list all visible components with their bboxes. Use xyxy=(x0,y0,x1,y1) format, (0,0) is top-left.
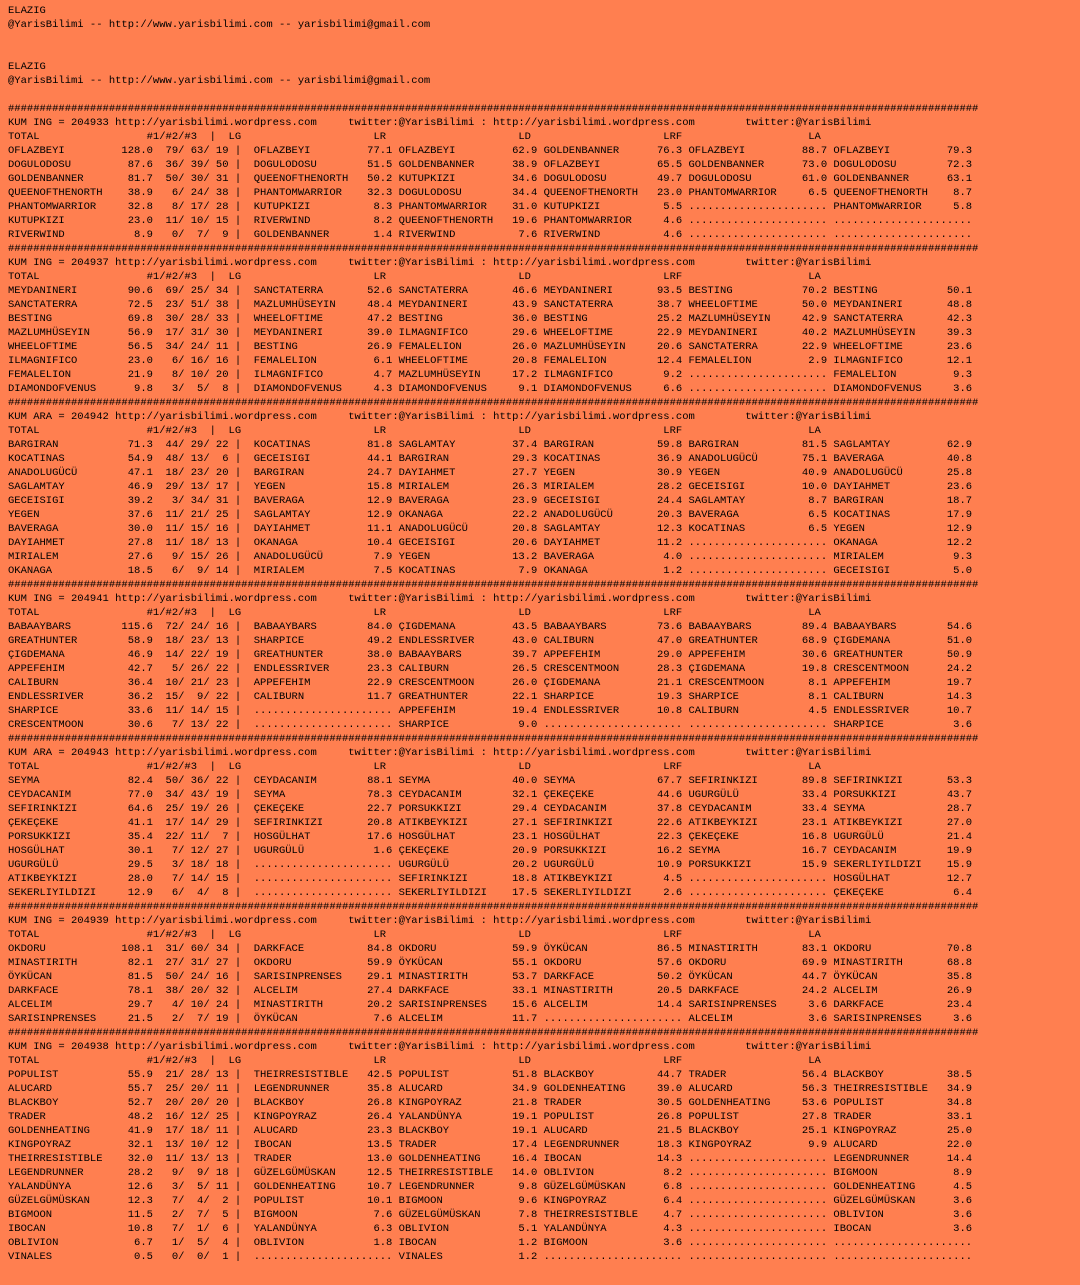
table-row: BIGMOON 11.5 2/ 7/ 5 | BIGMOON 7.6 GÜZELGÜMÜSKAN 7.8 THEIRRESISTIBLE 4.7 ...................... OBLIVION 3.6 xyxy=(8,1209,973,1221)
race-column-headers: TOTAL #1/#2/#3 | LG LR LD LRF LA xyxy=(8,761,821,773)
table-row: UGURGÜLÜ 29.5 3/ 18/ 18 | ...................... UGURGÜLÜ 20.2 UGURGÜLÜ 10.9 PORSUKKIZI 15.9 SEKERLIYILDIZI 15.9 xyxy=(8,859,973,871)
table-row: CALIBURN 36.4 10/ 21/ 23 | APPEFEHIM 22.9 CRESCENTMOON 26.0 ÇIGDEMANA 21.1 CRESCENTMOON 8.1 APPEFEHIM 19.7 xyxy=(8,677,973,689)
blank-line xyxy=(8,46,1080,60)
table-row: ÖYKÜCAN 81.5 50/ 24/ 16 | SARISINPRENSES 29.1 MINASTIRITH 53.7 DARKFACE 50.2 ÖYKÜCAN 44.7 ÖYKÜCAN 35.8 xyxy=(8,971,973,983)
table-row: GECEISIGI 39.2 3/ 34/ 31 | BAVERAGA 12.9 BAVERAGA 23.9 GECEISIGI 24.4 SAGLAMTAY 8.7 BARGIRAN 18.7 xyxy=(8,495,973,507)
blank-line xyxy=(8,88,1080,102)
table-row: DARKFACE 78.1 38/ 20/ 32 | ALCELIM 27.4 DARKFACE 33.1 MINASTIRITH 20.5 DARKFACE 24.2 ALCELIM 26.9 xyxy=(8,985,973,997)
table-row: QUEENOFTHENORTH 38.9 6/ 24/ 38 | PHANTOMWARRIOR 32.3 DOGULODOSU 34.4 QUEENOFTHENORTH 23.0 PHANTOMWARRIOR 6.5 QUEENOFTHENORTH 8.7 xyxy=(8,187,973,199)
race-column-headers: TOTAL #1/#2/#3 | LG LR LD LRF LA xyxy=(8,271,821,283)
race-title: KUM ARA = 204942 http://yarisbilimi.wordpress.com twitter:@YarisBilimi : http://yarisbilimi.wordpress.com twitter:@YarisBilimi xyxy=(8,411,872,423)
race-column-headers: TOTAL #1/#2/#3 | LG LR LD LRF LA xyxy=(8,1055,821,1067)
table-row: THEIRRESISTIBLE 32.0 11/ 13/ 13 | TRADER 13.0 GOLDENHEATING 16.4 IBOCAN 14.3 ...................... LEGENDRUNNER 14.4 xyxy=(8,1153,973,1165)
separator-line: ########################################################################################################################################################## xyxy=(8,397,979,409)
separator-line: ########################################################################################################################################################## xyxy=(8,1027,979,1039)
table-row: CRESCENTMOON 30.6 7/ 13/ 22 | ...................... SHARPICE 9.0 ...................... ...................... SHARPICE 3.6 xyxy=(8,719,973,731)
table-row: PORSUKKIZI 35.4 22/ 11/ 7 | HOSGÜLHAT 17.6 HOSGÜLHAT 23.1 HOSGÜLHAT 22.3 ÇEKEÇEKE 16.8 UGURGÜLÜ 21.4 xyxy=(8,831,973,843)
table-row: SAGLAMTAY 46.9 29/ 13/ 17 | YEGEN 15.8 MIRIALEM 26.3 MIRIALEM 28.2 GECEISIGI 10.0 DAYIAHMET 23.6 xyxy=(8,481,973,493)
separator-line: ########################################################################################################################################################## xyxy=(8,103,979,115)
report-credit: @YarisBilimi -- http://www.yarisbilimi.com -- yarisbilimi@gmail.com xyxy=(8,19,431,31)
table-row: BABAAYBARS 115.6 72/ 24/ 16 | BABAAYBARS 84.0 ÇIGDEMANA 43.5 BABAAYBARS 73.6 BABAAYBARS 89.4 BABAAYBARS 54.6 xyxy=(8,621,973,633)
table-row: MIRIALEM 27.6 9/ 15/ 26 | ANADOLUGÜCÜ 7.9 YEGEN 13.2 BAVERAGA 4.0 ...................... MIRIALEM 9.3 xyxy=(8,551,973,563)
race-tables xyxy=(8,102,1080,1264)
separator-line: ########################################################################################################################################################## xyxy=(8,901,979,913)
table-row: ILMAGNIFICO 23.0 6/ 16/ 16 | FEMALELION 6.1 WHEELOFTIME 20.8 FEMALELION 12.4 FEMALELION 2.9 ILMAGNIFICO 12.1 xyxy=(8,355,973,367)
race-title: KUM ING = 204938 http://yarisbilimi.wordpress.com twitter:@YarisBilimi : http://yarisbilimi.wordpress.com twitter:@YarisBilimi xyxy=(8,1041,872,1053)
report-title: ELAZIG xyxy=(8,5,46,17)
report-credit-repeat: @YarisBilimi -- http://www.yarisbilimi.com -- yarisbilimi@gmail.com xyxy=(8,75,431,87)
table-row: SHARPICE 33.6 11/ 14/ 15 | ...................... APPEFEHIM 19.4 ENDLESSRIVER 10.8 CALIBURN 4.5 ENDLESSRIVER 10.7 xyxy=(8,705,973,717)
table-row: GOLDENBANNER 81.7 50/ 30/ 31 | QUEENOFTHENORTH 50.2 KUTUPKIZI 34.6 DOGULODOSU 49.7 DOGULODOSU 61.0 GOLDENBANNER 63.1 xyxy=(8,173,973,185)
table-row: LEGENDRUNNER 28.2 9/ 9/ 18 | GÜZELGÜMÜSKAN 12.5 THEIRRESISTIBLE 14.0 OBLIVION 8.2 ...................... BIGMOON 8.9 xyxy=(8,1167,973,1179)
table-row: OBLIVION 6.7 1/ 5/ 4 | OBLIVION 1.8 IBOCAN 1.2 BIGMOON 3.6 ...................... ...................... xyxy=(8,1237,973,1249)
table-row: BAVERAGA 30.0 11/ 15/ 16 | DAYIAHMET 11.1 ANADOLUGÜCÜ 20.8 SAGLAMTAY 12.3 KOCATINAS 6.5 YEGEN 12.9 xyxy=(8,523,973,535)
table-row: OKANAGA 18.5 6/ 9/ 14 | MIRIALEM 7.5 KOCATINAS 7.9 OKANAGA 1.2 ...................... GECEISIGI 5.0 xyxy=(8,565,973,577)
blank-line xyxy=(8,32,1080,46)
table-row: SARISINPRENSES 21.5 2/ 7/ 19 | ÖYKÜCAN 7.6 ALCELIM 11.7 ...................... ALCELIM 3.6 SARISINPRENSES 3.6 xyxy=(8,1013,973,1025)
table-row: RIVERWIND 8.9 0/ 7/ 9 | GOLDENBANNER 1.4 RIVERWIND 7.6 RIVERWIND 4.6 ...................... ...................... xyxy=(8,229,973,241)
table-row: YALANDÜNYA 12.6 3/ 5/ 11 | GOLDENHEATING 10.7 LEGENDRUNNER 9.8 GÜZELGÜMÜSKAN 6.8 ...................... GOLDENHEATING 4.5 xyxy=(8,1181,973,1193)
table-row: FEMALELION 21.9 8/ 10/ 20 | ILMAGNIFICO 4.7 MAZLUMHÜSEYIN 17.2 ILMAGNIFICO 9.2 ...................... FEMALELION 9.3 xyxy=(8,369,973,381)
table-row: ANADOLUGÜCÜ 47.1 18/ 23/ 20 | BARGIRAN 24.7 DAYIAHMET 27.7 YEGEN 30.9 YEGEN 40.9 ANADOLUGÜCÜ 25.8 xyxy=(8,467,973,479)
table-row: ATIKBEYKIZI 28.0 7/ 14/ 15 | ...................... SEFIRINKIZI 18.8 ATIKBEYKIZI 4.5 ...................... HOSGÜLHAT 12.7 xyxy=(8,873,973,885)
table-row: BESTING 69.8 30/ 28/ 33 | WHEELOFTIME 47.2 BESTING 36.0 BESTING 25.2 MAZLUMHÜSEYIN 42.9 SANCTATERRA 42.3 xyxy=(8,313,973,325)
table-row: DIAMONDOFVENUS 9.8 3/ 5/ 8 | DIAMONDOFVENUS 4.3 DIAMONDOFVENUS 9.1 DIAMONDOFVENUS 6.6 ...................... DIAMONDOFVENUS 3.6 xyxy=(8,383,973,395)
table-row: APPEFEHIM 42.7 5/ 26/ 22 | ENDLESSRIVER 23.3 CALIBURN 26.5 CRESCENTMOON 28.3 ÇIGDEMANA 19.8 CRESCENTMOON 24.2 xyxy=(8,663,973,675)
table-row: KOCATINAS 54.9 48/ 13/ 6 | GECEISIGI 44.1 BARGIRAN 29.3 KOCATINAS 36.9 ANADOLUGÜCÜ 75.1 BAVERAGA 40.8 xyxy=(8,453,973,465)
table-row: DOGULODOSU 87.6 36/ 39/ 50 | DOGULODOSU 51.5 GOLDENBANNER 38.9 OFLAZBEYI 65.5 GOLDENBANNER 73.0 DOGULODOSU 72.3 xyxy=(8,159,973,171)
table-row: PHANTOMWARRIOR 32.8 8/ 17/ 28 | KUTUPKIZI 8.3 PHANTOMWARRIOR 31.0 KUTUPKIZI 5.5 ...................... PHANTOMWARRIOR 5.8 xyxy=(8,201,973,213)
separator-line: ########################################################################################################################################################## xyxy=(8,579,979,591)
table-row: IBOCAN 10.8 7/ 1/ 6 | YALANDÜNYA 6.3 OBLIVION 5.1 YALANDÜNYA 4.3 ...................... IBOCAN 3.6 xyxy=(8,1223,973,1235)
race-title: KUM ING = 204937 http://yarisbilimi.wordpress.com twitter:@YarisBilimi : http://yarisbilimi.wordpress.com twitter:@YarisBilimi xyxy=(8,257,872,269)
table-row: GREATHUNTER 58.9 18/ 23/ 13 | SHARPICE 49.2 ENDLESSRIVER 43.0 CALIBURN 47.0 GREATHUNTER 68.9 ÇIGDEMANA 51.0 xyxy=(8,635,973,647)
race-title: KUM ING = 204941 http://yarisbilimi.wordpress.com twitter:@YarisBilimi : http://yarisbilimi.wordpress.com twitter:@YarisBilimi xyxy=(8,593,872,605)
table-row: KINGPOYRAZ 32.1 13/ 10/ 12 | IBOCAN 13.5 TRADER 17.4 LEGENDRUNNER 18.3 KINGPOYRAZ 9.9 ALUCARD 22.0 xyxy=(8,1139,973,1151)
table-row: OFLAZBEYI 128.0 79/ 63/ 19 | OFLAZBEYI 77.1 OFLAZBEYI 62.9 GOLDENBANNER 76.3 OFLAZBEYI 88.7 OFLAZBEYI 79.3 xyxy=(8,145,973,157)
table-row: BARGIRAN 71.3 44/ 29/ 22 | KOCATINAS 81.8 SAGLAMTAY 37.4 BARGIRAN 59.8 BARGIRAN 81.5 SAGLAMTAY 62.9 xyxy=(8,439,973,451)
table-row: CEYDACANIM 77.0 34/ 43/ 19 | SEYMA 78.3 CEYDACANIM 32.1 ÇEKEÇEKE 44.6 UGURGÜLÜ 33.4 PORSUKKIZI 43.7 xyxy=(8,789,973,801)
table-row: GÜZELGÜMÜSKAN 12.3 7/ 4/ 2 | POPULIST 10.1 BIGMOON 9.6 KINGPOYRAZ 6.4 ...................... GÜZELGÜMÜSKAN 3.6 xyxy=(8,1195,973,1207)
separator-line: ########################################################################################################################################################## xyxy=(8,733,979,745)
table-row: SEYMA 82.4 50/ 36/ 22 | CEYDACANIM 88.1 SEYMA 40.0 SEYMA 67.7 SEFIRINKIZI 89.8 SEFIRINKIZI 53.3 xyxy=(8,775,973,787)
table-row: ALUCARD 55.7 25/ 20/ 11 | LEGENDRUNNER 35.8 ALUCARD 34.9 GOLDENHEATING 39.0 ALUCARD 56.3 THEIRRESISTIBLE 34.9 xyxy=(8,1083,973,1095)
race-column-headers: TOTAL #1/#2/#3 | LG LR LD LRF LA xyxy=(8,929,821,941)
table-row: VINALES 0.5 0/ 0/ 1 | ...................... VINALES 1.2 ...................... ...................... ...................... xyxy=(8,1251,973,1263)
table-row: MAZLUMHÜSEYIN 56.9 17/ 31/ 30 | MEYDANINERI 39.0 ILMAGNIFICO 29.6 WHEELOFTIME 22.9 MEYDANINERI 40.2 MAZLUMHÜSEYIN 39.3 xyxy=(8,327,973,339)
table-row: GOLDENHEATING 41.9 17/ 18/ 11 | ALUCARD 23.3 BLACKBOY 19.1 ALUCARD 21.5 BLACKBOY 25.1 KINGPOYRAZ 25.0 xyxy=(8,1125,973,1137)
table-row: HOSGÜLHAT 30.1 7/ 12/ 27 | UGURGÜLÜ 1.6 ÇEKEÇEKE 20.9 PORSUKKIZI 16.2 SEYMA 16.7 CEYDACANIM 19.9 xyxy=(8,845,973,857)
table-row: BLACKBOY 52.7 20/ 20/ 20 | BLACKBOY 26.8 KINGPOYRAZ 21.8 TRADER 30.5 GOLDENHEATING 53.6 POPULIST 34.8 xyxy=(8,1097,973,1109)
table-row: ENDLESSRIVER 36.2 15/ 9/ 22 | CALIBURN 11.7 GREATHUNTER 22.1 SHARPICE 19.3 SHARPICE 8.1 CALIBURN 14.3 xyxy=(8,691,973,703)
table-row: SEFIRINKIZI 64.6 25/ 19/ 26 | ÇEKEÇEKE 22.7 PORSUKKIZI 29.4 CEYDACANIM 37.8 CEYDACANIM 33.4 SEYMA 28.7 xyxy=(8,803,973,815)
report-title-repeat: ELAZIG xyxy=(8,61,46,73)
race-title: KUM ING = 204939 http://yarisbilimi.wordpress.com twitter:@YarisBilimi : http://yarisbilimi.wordpress.com twitter:@YarisBilimi xyxy=(8,915,872,927)
race-column-headers: TOTAL #1/#2/#3 | LG LR LD LRF LA xyxy=(8,425,821,437)
race-column-headers: TOTAL #1/#2/#3 | LG LR LD LRF LA xyxy=(8,131,821,143)
table-row: ALCELIM 29.7 4/ 10/ 24 | MINASTIRITH 20.2 SARISINPRENSES 15.6 ALCELIM 14.4 SARISINPRENSES 3.6 DARKFACE 23.4 xyxy=(8,999,973,1011)
table-row: YEGEN 37.6 11/ 21/ 25 | SAGLAMTAY 12.9 OKANAGA 22.2 ANADOLUGÜCÜ 20.3 BAVERAGA 6.5 KOCATINAS 17.9 xyxy=(8,509,973,521)
table-row: SEKERLIYILDIZI 12.9 6/ 4/ 8 | ...................... SEKERLIYILDIZI 17.5 SEKERLIYILDIZI 2.6 ...................... ÇEKEÇEKE 6.4 xyxy=(8,887,973,899)
race-title: KUM ING = 204933 http://yarisbilimi.wordpress.com twitter:@YarisBilimi : http://yarisbilimi.wordpress.com twitter:@YarisBilimi xyxy=(8,117,872,129)
race-column-headers: TOTAL #1/#2/#3 | LG LR LD LRF LA xyxy=(8,607,821,619)
table-row: POPULIST 55.9 21/ 28/ 13 | THEIRRESISTIBLE 42.5 POPULIST 51.8 BLACKBOY 44.7 TRADER 56.4 BLACKBOY 38.5 xyxy=(8,1069,973,1081)
table-row: SANCTATERRA 72.5 23/ 51/ 38 | MAZLUMHÜSEYIN 48.4 MEYDANINERI 43.9 SANCTATERRA 38.7 WHEELOFTIME 50.0 MEYDANINERI 48.8 xyxy=(8,299,973,311)
table-row: MINASTIRITH 82.1 27/ 31/ 27 | OKDORU 59.9 ÖYKÜCAN 55.1 OKDORU 57.6 OKDORU 69.9 MINASTIRITH 68.8 xyxy=(8,957,973,969)
table-row: OKDORU 108.1 31/ 60/ 34 | DARKFACE 84.8 OKDORU 59.9 ÖYKÜCAN 86.5 MINASTIRITH 83.1 OKDORU 70.8 xyxy=(8,943,973,955)
table-row: WHEELOFTIME 56.5 34/ 24/ 11 | BESTING 26.9 FEMALELION 26.0 MAZLUMHÜSEYIN 20.6 SANCTATERRA 22.9 WHEELOFTIME 23.6 xyxy=(8,341,973,353)
table-row: ÇIGDEMANA 46.9 14/ 22/ 19 | GREATHUNTER 38.0 BABAAYBARS 39.7 APPEFEHIM 29.0 APPEFEHIM 30.6 GREATHUNTER 50.9 xyxy=(8,649,973,661)
table-row: DAYIAHMET 27.8 11/ 18/ 13 | OKANAGA 10.4 GECEISIGI 20.6 DAYIAHMET 11.2 ...................... OKANAGA 12.2 xyxy=(8,537,973,549)
table-row: ÇEKEÇEKE 41.1 17/ 14/ 29 | SEFIRINKIZI 20.8 ATIKBEYKIZI 27.1 SEFIRINKIZI 22.6 ATIKBEYKIZI 23.1 ATIKBEYKIZI 27.0 xyxy=(8,817,973,829)
separator-line: ########################################################################################################################################################## xyxy=(8,243,979,255)
table-row: KUTUPKIZI 23.0 11/ 10/ 15 | RIVERWIND 8.2 QUEENOFTHENORTH 19.6 PHANTOMWARRIOR 4.6 ...................... ...................... xyxy=(8,215,973,227)
table-row: MEYDANINERI 90.6 69/ 25/ 34 | SANCTATERRA 52.6 SANCTATERRA 46.6 MEYDANINERI 93.5 BESTING 70.2 BESTING 50.1 xyxy=(8,285,973,297)
race-title: KUM ARA = 204943 http://yarisbilimi.wordpress.com twitter:@YarisBilimi : http://yarisbilimi.wordpress.com twitter:@YarisBilimi xyxy=(8,747,872,759)
table-row: TRADER 48.2 16/ 12/ 25 | KINGPOYRAZ 26.4 YALANDÜNYA 19.1 POPULIST 26.8 POPULIST 27.8 TRADER 33.1 xyxy=(8,1111,973,1123)
